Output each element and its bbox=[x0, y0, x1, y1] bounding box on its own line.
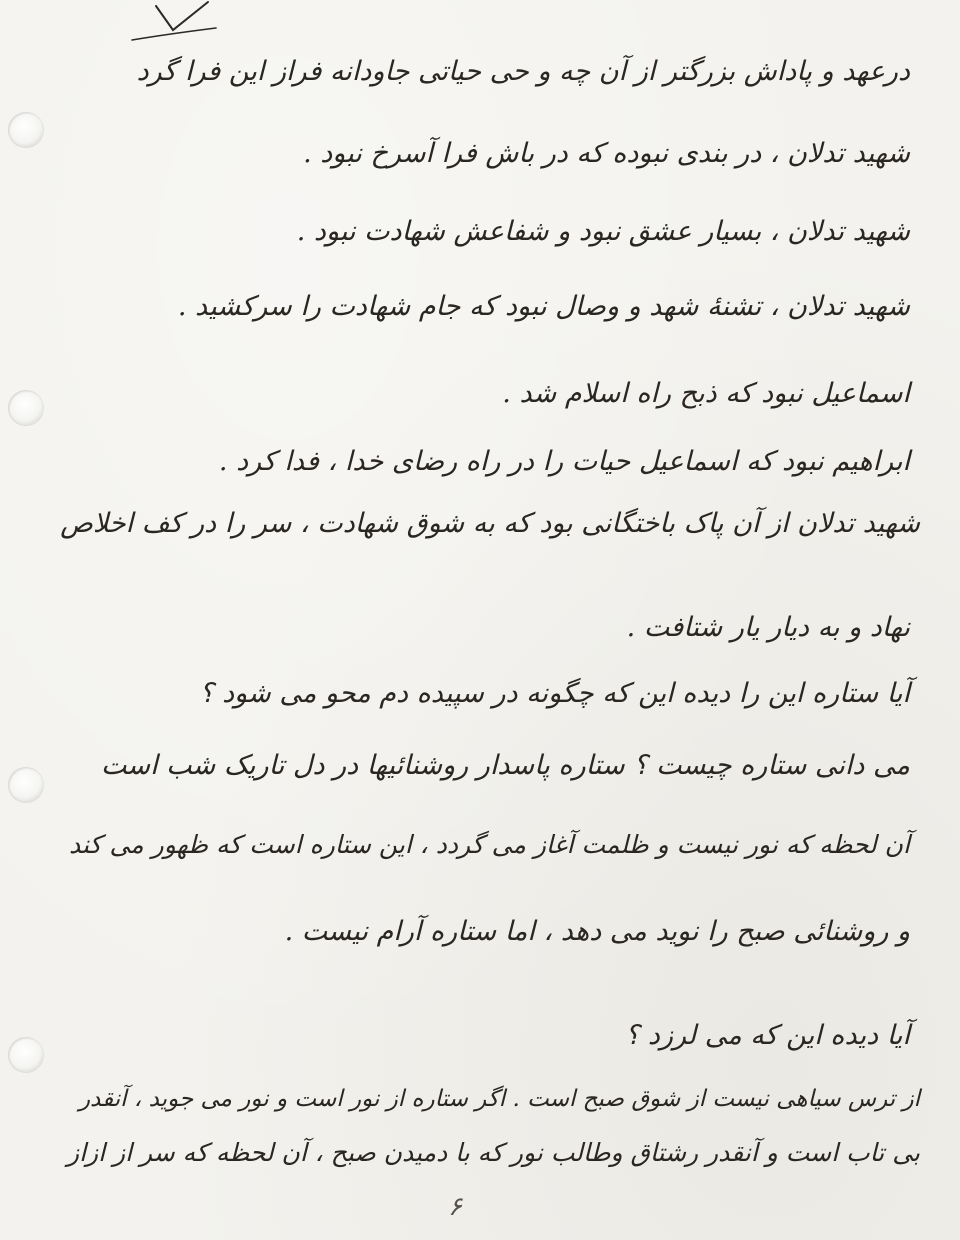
text-line-4: شهید تدلان ، تشنهٔ شهد و وصال نبود که جام شهادت را سرکشید . bbox=[177, 291, 910, 322]
text-line-5: اسماعیل نبود که ذبح راه اسلام شد . bbox=[502, 378, 910, 409]
text-line-15: بی تاب است و آنقدر رشتاق وطالب نور که با دمیدن صبح ، آن لحظه که سر از ازاز bbox=[67, 1138, 920, 1167]
text-line-8: نهاد و به دیار یار شتافت . bbox=[626, 612, 910, 643]
punch-hole-3 bbox=[8, 767, 44, 803]
text-line-2: شهید تدلان ، در بندی نبوده که در باش فرا آسرخ نبود . bbox=[303, 138, 910, 169]
text-line-10: می دانی ستاره چیست ؟ ستاره پاسدار روشنائیها در دل تاریک شب است bbox=[100, 750, 910, 781]
text-line-9: آیا ستاره این را دیده این که چگونه در سپیده دم محو می شود ؟ bbox=[199, 678, 910, 709]
text-line-11: آن لحظه که نور نیست و ظلمت آغاز می گردد ، این ستاره است که ظهور می کند bbox=[68, 830, 910, 859]
punch-hole-2 bbox=[8, 390, 44, 426]
text-line-6: ابراهیم نبود که اسماعیل حیات را در راه رضای خدا ، فدا کرد . bbox=[218, 446, 910, 477]
text-line-13: آیا دیده این که می لرزد ؟ bbox=[625, 1020, 910, 1051]
punch-hole-4 bbox=[8, 1037, 44, 1073]
text-line-7: شهید تدلان از آن پاک باختگانی بود که به شوق شهادت ، سر را در کف اخلاص bbox=[60, 508, 920, 539]
checkmark-icon bbox=[128, 0, 218, 42]
text-line-12: و روشنائی صبح را نوید می دهد ، اما ستاره آرام نیست . bbox=[284, 916, 910, 947]
punch-hole-1 bbox=[8, 112, 44, 148]
text-line-14: از ترس سیاهی نیست از شوق صبح است . اگر ستاره از نور است و نور می جوید ، آنقدر bbox=[78, 1086, 920, 1112]
text-line-3: شهید تدلان ، بسیار عشق نبود و شفاعش شهادت نبود . bbox=[296, 216, 910, 247]
page-number: ۶ bbox=[448, 1192, 462, 1222]
text-line-1: درعهد و پاداش بزرگتر از آن چه و حی حیاتی جاودانه فراز این فرا گرد bbox=[136, 56, 910, 87]
